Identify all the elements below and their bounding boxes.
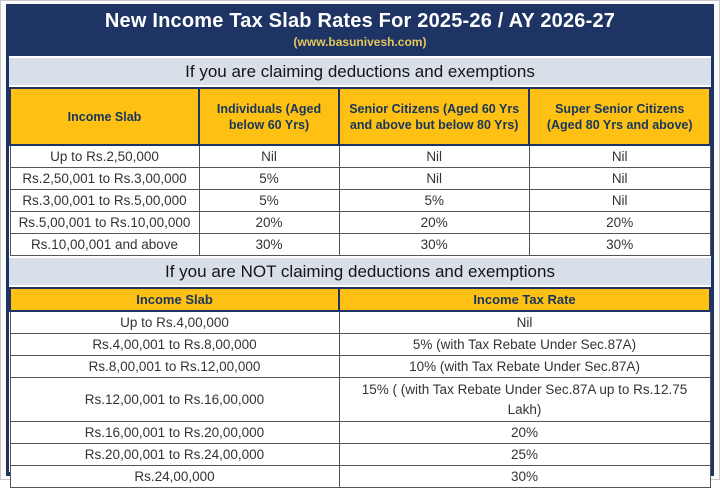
table-cell: 30% [339, 466, 710, 488]
new-regime-tax-table [9, 287, 711, 488]
table-cell: Rs.24,00,000 [10, 466, 339, 488]
table-cell: 5% [199, 190, 339, 212]
table-row [10, 234, 710, 256]
table-cell: 25% [339, 444, 710, 466]
header-row [10, 88, 710, 145]
table-cell: Nil [529, 145, 710, 168]
column-header: Individuals (Aged below 60 Yrs) [199, 88, 339, 145]
table-cell: 20% [199, 212, 339, 234]
table-cell: 5% (with Tax Rebate Under Sec.87A) [339, 334, 710, 356]
table-cell: Nil [199, 145, 339, 168]
section-heading-with-deductions: If you are claiming deductions and exemptions [9, 56, 711, 87]
table-cell: 10% (with Tax Rebate Under Sec.87A) [339, 356, 710, 378]
column-header: Senior Citizens (Aged 60 Yrs and above but below 80 Yrs) [339, 88, 529, 145]
page-title: New Income Tax Slab Rates For 2025-26 / AY 2026-27 [104, 10, 616, 32]
old-regime-table-header [10, 88, 710, 145]
header-row [10, 288, 710, 311]
table-cell: 5% [199, 168, 339, 190]
table-cell: Rs.16,00,001 to Rs.20,00,000 [10, 422, 339, 444]
table-cell: 20% [529, 212, 710, 234]
table-cell: Up to Rs.2,50,000 [10, 145, 199, 168]
column-header: Income Slab [10, 88, 199, 145]
table-row [10, 145, 710, 168]
table-cell: Rs.10,00,001 and above [10, 234, 199, 256]
old-regime-tax-table [9, 87, 711, 256]
table-cell: 20% [339, 422, 710, 444]
section-heading-without-deductions: If you are NOT claiming deductions and exemptions [9, 256, 711, 287]
column-header: Super Senior Citizens (Aged 80 Yrs and above) [529, 88, 710, 145]
table-cell: Nil [529, 190, 710, 212]
table-cell: Rs.8,00,001 to Rs.12,00,000 [10, 356, 339, 378]
table-cell: 5% [339, 190, 529, 212]
table-row [10, 422, 710, 444]
table-cell: Nil [339, 168, 529, 190]
old-regime-table-body [10, 145, 710, 256]
table-row [10, 311, 710, 334]
title-bar [9, 4, 711, 56]
new-regime-table-body [10, 311, 710, 488]
table-cell: 20% [339, 212, 529, 234]
table-row [10, 334, 710, 356]
table-row [10, 356, 710, 378]
table-cell: 30% [529, 234, 710, 256]
table-cell: Rs.20,00,001 to Rs.24,00,000 [10, 444, 339, 466]
table-cell: Nil [529, 168, 710, 190]
table-cell: Rs.3,00,001 to Rs.5,00,000 [10, 190, 199, 212]
table-cell: 30% [339, 234, 529, 256]
tax-slab-document [6, 4, 714, 484]
table-row [10, 190, 710, 212]
column-header: Income Slab [10, 288, 339, 311]
table-cell: 30% [199, 234, 339, 256]
table-cell: Rs.2,50,001 to Rs.3,00,000 [10, 168, 199, 190]
table-cell: Rs.12,00,001 to Rs.16,00,000 [10, 378, 339, 422]
table-cell: Rs.4,00,001 to Rs.8,00,000 [10, 334, 339, 356]
column-header: Income Tax Rate [339, 288, 710, 311]
new-regime-table-header [10, 288, 710, 311]
table-cell: 15% ( (with Tax Rebate Under Sec.87A up to Rs.12.75 Lakh) [339, 378, 710, 422]
table-row [10, 466, 710, 488]
table-cell: Rs.5,00,001 to Rs.10,00,000 [10, 212, 199, 234]
table-cell: Nil [339, 311, 710, 334]
table-cell: Up to Rs.4,00,000 [10, 311, 339, 334]
table-row [10, 378, 710, 422]
table-row [10, 444, 710, 466]
table-cell: Nil [339, 145, 529, 168]
table-row [10, 212, 710, 234]
website-subtitle: (www.basunivesh.com) [293, 35, 427, 49]
table-row [10, 168, 710, 190]
